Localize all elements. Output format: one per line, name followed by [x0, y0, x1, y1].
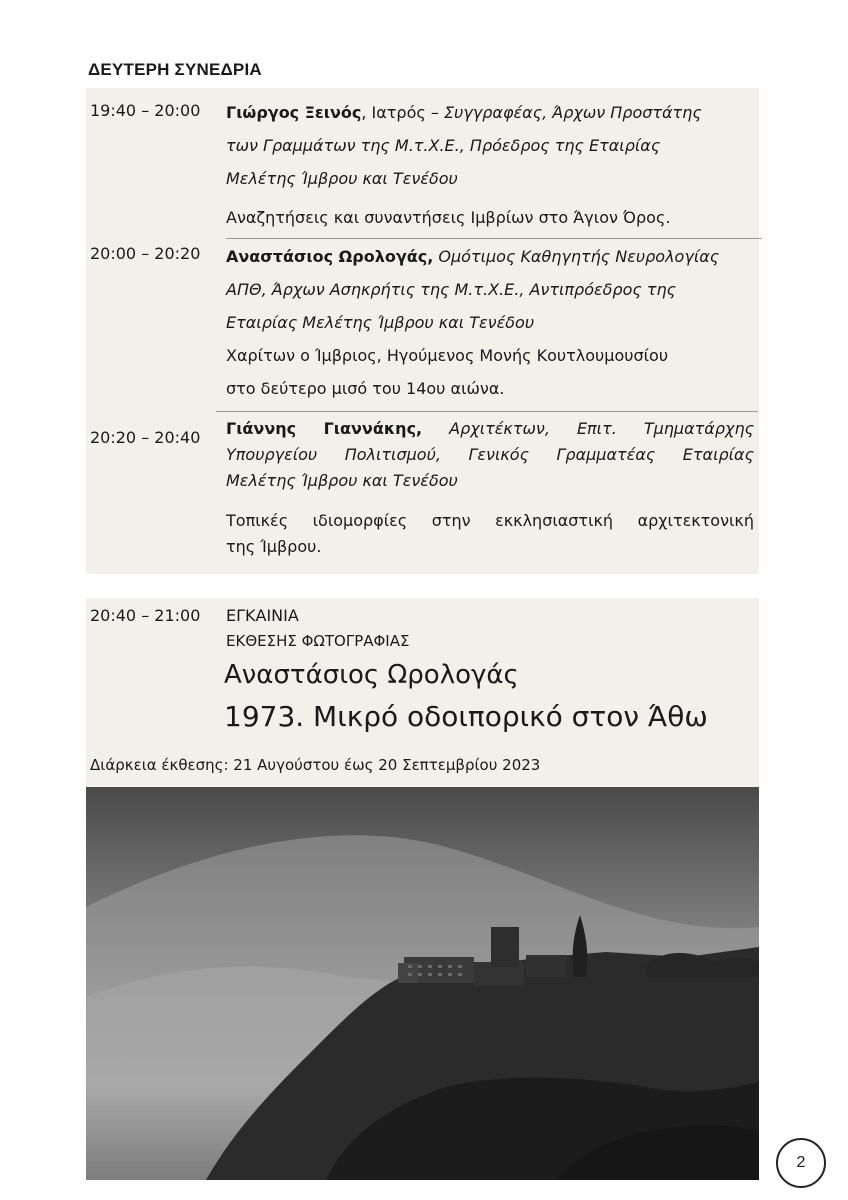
monastery-photograph — [86, 787, 759, 1180]
talk-topic-line: στο δεύτερο μισό του 14ου αιώνα. — [226, 379, 505, 398]
page-number-badge — [776, 1138, 826, 1188]
speaker-name: Αναστάσιος Ωρολογάς, — [226, 247, 434, 266]
speaker-line-3 — [226, 162, 756, 195]
speaker-affiliation: Υπουργείου Πολιτισμού, Γενικός Γραμματέας Εταιρίας — [226, 445, 754, 464]
program-panel — [86, 88, 759, 574]
session-divider — [226, 238, 762, 239]
speaker-line-3 — [226, 468, 754, 494]
session-content — [226, 240, 756, 405]
talk-topic-line: Τοπικές ιδιομορφίες στην εκκλησιαστική αρχιτεκτονική — [226, 511, 754, 530]
session-content — [226, 96, 756, 234]
talk-topic — [226, 372, 756, 405]
session-content — [226, 416, 754, 560]
speaker-line-2 — [226, 442, 754, 468]
speaker-affiliation: των Γραμμάτων της Μ.τ.Χ.Ε., Πρόεδρος της Εταιρίας — [226, 136, 661, 155]
exhibition-label: ΕΚΘΕΣΗΣ ΦΩΤΟΓΡΑΦΙΑΣ — [226, 632, 410, 650]
speaker-name: Γιώργος Ξεινός — [226, 103, 362, 122]
exhibition-duration: Διάρκεια έκθεσης: 21 Αυγούστου έως 20 Σεπτεμβρίου 2023 — [90, 756, 541, 774]
exhibition-panel — [86, 598, 759, 788]
speaker-line-1 — [226, 240, 756, 273]
speaker-affiliation: Εταιρίας Μελέτης Ίμβρου και Τενέδου — [226, 313, 535, 332]
speaker-role: Ιατρός — [371, 103, 426, 122]
speaker-line-1 — [226, 416, 754, 442]
exhibition-title: 1973. Μικρό οδοιπορικό στον Άθω — [224, 700, 708, 733]
exhibition-time: 20:40 – 21:00 — [90, 606, 201, 625]
speaker-separator: , — [361, 103, 372, 122]
talk-topic-line: Αναζητήσεις και συναντήσεις Ιμβρίων στο Άγιον Όρος. — [226, 208, 671, 227]
monastery-photo-image — [86, 787, 759, 1180]
talk-topic — [226, 201, 756, 234]
section-title: ΔΕΥΤΕΡΗ ΣΥΝΕΔΡΙΑ — [88, 60, 262, 79]
session-time: 19:40 – 20:00 — [90, 101, 201, 120]
speaker-affiliation: Ομότιμος Καθηγητής Νευρολογίας — [433, 247, 720, 266]
speaker-line-3 — [226, 306, 756, 339]
speaker-affiliation: – Συγγραφέας, Άρχων Προστάτης — [425, 103, 702, 122]
speaker-name: Γιάννης Γιαννάκης, — [226, 419, 423, 438]
session-time: 20:20 – 20:40 — [90, 428, 201, 447]
exhibition-photographer: Αναστάσιος Ωρολογάς — [224, 660, 519, 690]
talk-topic-line: Χαρίτων ο Ίμβριος, Ηγούμενος Μονής Κουτλουμουσίου — [226, 346, 669, 365]
speaker-affiliation: Αρχιτέκτων, Επιτ. Τμηματάρχης — [422, 419, 754, 438]
page-number: 2 — [796, 1154, 806, 1171]
speaker-line-2 — [226, 273, 756, 306]
session-time: 20:00 – 20:20 — [90, 244, 201, 263]
talk-topic-line: της Ίμβρου. — [226, 537, 322, 556]
talk-topic — [226, 339, 756, 372]
talk-topic — [226, 508, 754, 534]
speaker-affiliation: Μελέτης Ίμβρου και Τενέδου — [226, 471, 458, 490]
speaker-line-2 — [226, 129, 756, 162]
speaker-affiliation: ΑΠΘ, Άρχων Ασηκρήτις της Μ.τ.Χ.Ε., Αντιπρόεδρος της — [226, 280, 677, 299]
exhibition-label: ΕΓΚΑΙΝΙΑ — [226, 606, 299, 625]
speaker-affiliation: Μελέτης Ίμβρου και Τενέδου — [226, 169, 458, 188]
session-divider — [216, 411, 758, 412]
talk-topic — [226, 534, 754, 560]
speaker-line-1 — [226, 96, 756, 129]
